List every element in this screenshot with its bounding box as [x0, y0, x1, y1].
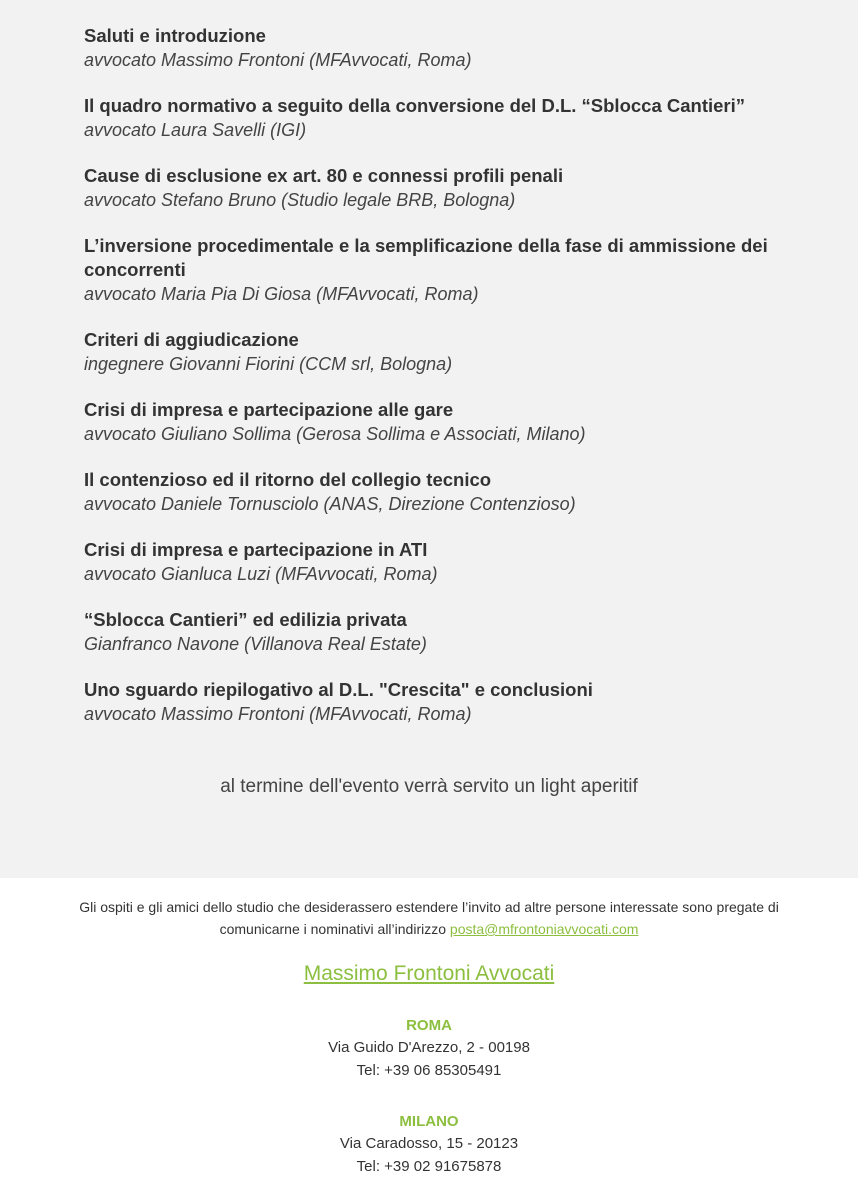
office-phone: Tel: +39 02 91675878 [356, 1158, 502, 1175]
item-speaker: avvocato Massimo Frontoni (MFAvvocati, Roma) [84, 50, 472, 70]
item-speaker: avvocato Massimo Frontoni (MFAvvocati, Roma) [84, 704, 472, 724]
item-title: Crisi di impresa e partecipazione alle gare [84, 399, 454, 420]
item-title: Crisi di impresa e partecipazione in ATI [84, 539, 428, 560]
item-title: Uno sguardo riepilogativo al D.L. "Crescita" e conclusioni [84, 679, 593, 700]
email-link[interactable]: posta@mfrontoniavvocati.com [449, 921, 639, 937]
program-item [84, 678, 774, 726]
item-speaker: avvocato Maria Pia Di Giosa (MFAvvocati, Roma) [84, 284, 479, 304]
item-speaker: avvocato Giuliano Sollima (Gerosa Sollima e Associati, Milano) [84, 424, 586, 444]
item-speaker: Gianfranco Navone (Villanova Real Estate) [84, 634, 427, 654]
firm-name-link[interactable]: Massimo Frontoni Avvocati [303, 962, 555, 985]
office-address: Via Guido D'Arezzo, 2 - 00198 [328, 1039, 530, 1056]
program-item [84, 468, 774, 516]
program-item [84, 24, 774, 72]
item-title: Cause di esclusione ex art. 80 e connessi profili penali [84, 165, 564, 186]
office-milano [0, 1112, 858, 1178]
firm-name [0, 962, 858, 986]
program-item [84, 234, 774, 306]
program-item [84, 608, 774, 656]
item-speaker: avvocato Stefano Bruno (Studio legale BRB, Bologna) [84, 190, 516, 210]
aperitif-note: al termine dell'evento verrà servito un light aperitif [220, 776, 638, 797]
item-speaker: avvocato Daniele Tornusciolo (ANAS, Direzione Contenzioso) [84, 494, 576, 514]
office-address: Via Caradosso, 15 - 20123 [339, 1135, 519, 1152]
item-title: Il contenzioso ed il ritorno del collegio tecnico [84, 469, 492, 490]
item-speaker: avvocato Gianluca Luzi (MFAvvocati, Roma) [84, 564, 438, 584]
item-speaker: avvocato Laura Savelli (IGI) [84, 120, 307, 140]
office-city: ROMA [406, 1017, 452, 1034]
program-item [84, 94, 774, 142]
invite-note [79, 896, 779, 940]
office-phone: Tel: +39 06 85305491 [356, 1062, 502, 1079]
item-title: Il quadro normativo a seguito della conversione del D.L. “Sblocca Cantieri” [84, 95, 746, 116]
item-title: “Sblocca Cantieri” ed edilizia privata [84, 609, 407, 630]
item-title: Criteri di aggiudicazione [84, 329, 299, 350]
office-city: MILANO [399, 1113, 459, 1130]
program-item [84, 398, 774, 446]
program-item [84, 538, 774, 586]
item-title: Saluti e introduzione [84, 25, 266, 46]
item-speaker: ingegnere Giovanni Fiorini (CCM srl, Bologna) [84, 354, 453, 374]
program-item [84, 328, 774, 376]
footer [0, 878, 858, 1178]
item-title: L’inversione procedimentale e la semplificazione della fase di ammissione dei concorrenti [84, 235, 768, 280]
office-roma [0, 1016, 858, 1082]
invite-note-text: Gli ospiti e gli amici dello studio che desiderassero estendere l’invito ad altre persone interessate sono pregate di comunicarne i nominativi all’indirizzo [79, 899, 779, 937]
program-item [84, 164, 774, 212]
